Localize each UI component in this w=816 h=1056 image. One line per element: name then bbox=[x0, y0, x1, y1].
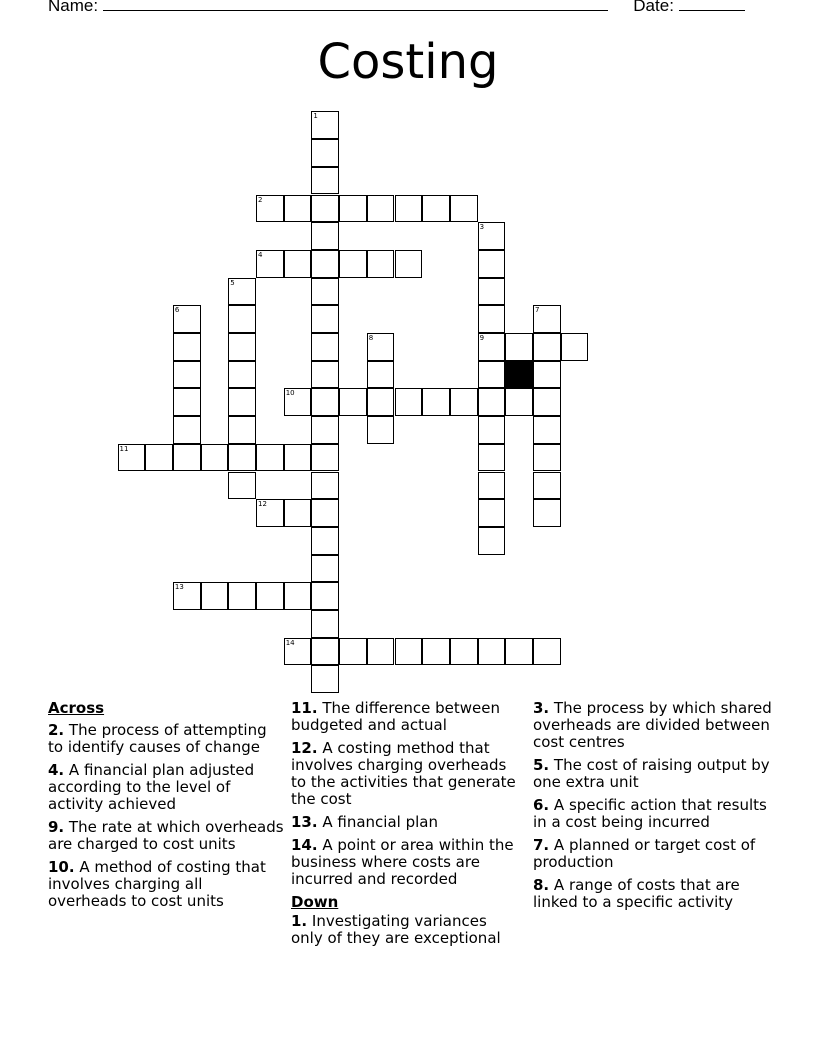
grid-cell[interactable] bbox=[173, 582, 201, 610]
grid-cell[interactable] bbox=[311, 167, 339, 195]
grid-cell[interactable] bbox=[450, 388, 478, 416]
grid-cell[interactable] bbox=[505, 638, 533, 666]
grid-cell[interactable] bbox=[228, 305, 256, 333]
grid-cell[interactable] bbox=[533, 333, 561, 361]
grid-cell[interactable] bbox=[450, 195, 478, 223]
grid-cell[interactable] bbox=[311, 250, 339, 278]
grid-cell[interactable] bbox=[561, 333, 589, 361]
grid-cell[interactable] bbox=[395, 388, 423, 416]
clue-number: 2 bbox=[258, 195, 263, 204]
name-label: Name: bbox=[48, 0, 99, 15]
down-heading: Down bbox=[291, 893, 339, 911]
grid-cell[interactable] bbox=[201, 582, 229, 610]
clue-number: 12 bbox=[258, 500, 267, 509]
clue-number: 7 bbox=[535, 306, 540, 315]
clue-column-3 bbox=[533, 700, 773, 917]
grid-cell[interactable] bbox=[339, 638, 367, 666]
grid-cell[interactable] bbox=[339, 388, 367, 416]
clue-across-2: 2. The process of attempting to identify causes of change bbox=[48, 721, 267, 756]
grid-cell[interactable] bbox=[505, 333, 533, 361]
clue-across-12: 12. A costing method that involves charging overheads to the activities that generate the cost bbox=[291, 739, 516, 808]
grid-cell[interactable] bbox=[228, 416, 256, 444]
grid-cell[interactable] bbox=[311, 499, 339, 527]
clue-down-3: 3. The process by which shared overheads are divided between cost centres bbox=[533, 699, 772, 751]
grid-cell[interactable] bbox=[533, 499, 561, 527]
grid-cell[interactable] bbox=[311, 610, 339, 638]
grid-cell[interactable] bbox=[367, 638, 395, 666]
clue-down-1: 1. Investigating variances only of they are exceptional bbox=[291, 912, 501, 947]
grid-cell[interactable] bbox=[118, 444, 146, 472]
grid-cell[interactable] bbox=[201, 444, 229, 472]
grid-cell[interactable] bbox=[339, 195, 367, 223]
grid-cell[interactable] bbox=[311, 527, 339, 555]
grid-cell[interactable] bbox=[145, 444, 173, 472]
clue-down-8: 8. A range of costs that are linked to a specific activity bbox=[533, 876, 740, 911]
across-heading: Across bbox=[48, 699, 105, 717]
grid-cell[interactable] bbox=[478, 416, 506, 444]
grid-cell[interactable] bbox=[367, 361, 395, 389]
grid-cell[interactable] bbox=[173, 416, 201, 444]
grid-cell[interactable] bbox=[284, 250, 312, 278]
clue-across-13: 13. A financial plan bbox=[291, 813, 438, 831]
grid-cell[interactable] bbox=[311, 665, 339, 693]
grid-cell[interactable] bbox=[478, 444, 506, 472]
grid-cell[interactable] bbox=[367, 416, 395, 444]
grid-cell-black bbox=[505, 361, 533, 389]
grid-cell[interactable] bbox=[450, 638, 478, 666]
grid-cell[interactable] bbox=[256, 582, 284, 610]
grid-cell[interactable] bbox=[478, 472, 506, 500]
clue-number: 6 bbox=[174, 306, 180, 315]
grid-cell[interactable] bbox=[533, 472, 561, 500]
grid-cell[interactable] bbox=[284, 444, 312, 472]
grid-cell[interactable] bbox=[311, 388, 339, 416]
clue-number: 3 bbox=[479, 223, 485, 232]
grid-cell[interactable] bbox=[367, 388, 395, 416]
grid-cell[interactable] bbox=[505, 388, 533, 416]
grid-cell[interactable] bbox=[311, 582, 339, 610]
grid-cell[interactable] bbox=[478, 305, 506, 333]
grid-cell[interactable] bbox=[173, 444, 201, 472]
grid-cell[interactable] bbox=[256, 250, 284, 278]
grid-cell[interactable] bbox=[478, 278, 506, 306]
clue-number: 9 bbox=[479, 334, 485, 342]
clue-number: 8 bbox=[368, 334, 374, 342]
grid-cell[interactable] bbox=[284, 195, 312, 223]
grid-cell[interactable] bbox=[311, 111, 339, 139]
clue-number: 11 bbox=[119, 444, 129, 453]
clue-across-10: 10. A method of costing that involves charging all overheads to cost units bbox=[48, 858, 266, 910]
grid-cell[interactable] bbox=[173, 305, 201, 333]
grid-cell[interactable] bbox=[533, 388, 561, 416]
grid-cell[interactable] bbox=[311, 444, 339, 472]
clue-column-2 bbox=[291, 700, 523, 953]
grid-cell[interactable] bbox=[228, 444, 256, 472]
clue-down-7: 7. A planned or target cost of production bbox=[533, 836, 756, 871]
clue-column-1 bbox=[48, 700, 284, 916]
grid-cell[interactable] bbox=[284, 582, 312, 610]
grid-cell[interactable] bbox=[284, 638, 312, 666]
grid-cell[interactable] bbox=[228, 582, 256, 610]
grid-cell[interactable] bbox=[311, 638, 339, 666]
clue-number: 13 bbox=[174, 583, 184, 592]
grid-cell[interactable] bbox=[228, 278, 256, 306]
grid-cell[interactable] bbox=[478, 527, 506, 555]
grid-cell[interactable] bbox=[478, 250, 506, 278]
grid-cell[interactable] bbox=[173, 388, 201, 416]
grid-cell[interactable] bbox=[311, 472, 339, 500]
grid-cell[interactable] bbox=[311, 195, 339, 223]
grid-cell[interactable] bbox=[228, 361, 256, 389]
grid-cell[interactable] bbox=[173, 333, 201, 361]
grid-cell[interactable] bbox=[228, 472, 256, 500]
grid-cell[interactable] bbox=[395, 638, 423, 666]
grid-cell[interactable] bbox=[367, 333, 395, 361]
grid-cell[interactable] bbox=[256, 499, 284, 527]
clue-down-5: 5. The cost of raising output by one extra unit bbox=[533, 756, 770, 791]
grid-cell[interactable] bbox=[311, 222, 339, 250]
grid-cell[interactable] bbox=[284, 499, 312, 527]
grid-cell[interactable] bbox=[533, 638, 561, 666]
clue-across-11: 11. The difference between budgeted and actual bbox=[291, 699, 500, 734]
grid-cell[interactable] bbox=[395, 195, 423, 223]
grid-cell[interactable] bbox=[478, 361, 506, 389]
clue-number: 10 bbox=[285, 389, 295, 398]
grid-cell[interactable] bbox=[422, 195, 450, 223]
clue-across-9: 9. The rate at which overheads are charged to cost units bbox=[48, 818, 284, 853]
grid-cell[interactable] bbox=[284, 388, 312, 416]
grid-cell[interactable] bbox=[311, 361, 339, 389]
grid-cell[interactable] bbox=[256, 195, 284, 223]
grid-cell[interactable] bbox=[478, 499, 506, 527]
grid-cell[interactable] bbox=[256, 444, 284, 472]
grid-cell[interactable] bbox=[173, 361, 201, 389]
grid-cell[interactable] bbox=[311, 555, 339, 583]
grid-cell[interactable] bbox=[367, 195, 395, 223]
grid-cell[interactable] bbox=[533, 305, 561, 333]
grid-cell[interactable] bbox=[478, 333, 506, 361]
grid-cell[interactable] bbox=[311, 139, 339, 167]
grid-cell[interactable] bbox=[339, 250, 367, 278]
grid-cell[interactable] bbox=[367, 250, 395, 278]
grid-cell[interactable] bbox=[228, 333, 256, 361]
grid-cell[interactable] bbox=[533, 361, 561, 389]
clue-across-14: 14. A point or area within the business where costs are incurred and recorded bbox=[291, 836, 514, 888]
grid-cell[interactable] bbox=[311, 278, 339, 306]
grid-cell[interactable] bbox=[533, 416, 561, 444]
date-label: Date: bbox=[633, 0, 674, 15]
grid-cell[interactable] bbox=[478, 388, 506, 416]
grid-cell[interactable] bbox=[478, 638, 506, 666]
clue-number: 4 bbox=[258, 250, 263, 259]
clue-across-4: 4. A financial plan adjusted according to the level of activity achieved bbox=[48, 761, 255, 813]
grid-cell[interactable] bbox=[533, 444, 561, 472]
grid-cell[interactable] bbox=[478, 222, 506, 250]
grid-cell[interactable] bbox=[422, 638, 450, 666]
grid-cell[interactable] bbox=[311, 333, 339, 361]
page-title: Costing bbox=[317, 34, 499, 90]
grid-cell[interactable] bbox=[422, 388, 450, 416]
clue-number: 14 bbox=[285, 638, 295, 647]
grid-cell[interactable] bbox=[311, 416, 339, 444]
clue-number: 5 bbox=[230, 278, 235, 287]
clue-down-6: 6. A specific action that results in a cost being incurred bbox=[533, 796, 767, 831]
grid-cell[interactable] bbox=[395, 250, 423, 278]
clue-number: 1 bbox=[313, 112, 318, 121]
grid-cell[interactable] bbox=[228, 388, 256, 416]
grid-cell[interactable] bbox=[311, 305, 339, 333]
